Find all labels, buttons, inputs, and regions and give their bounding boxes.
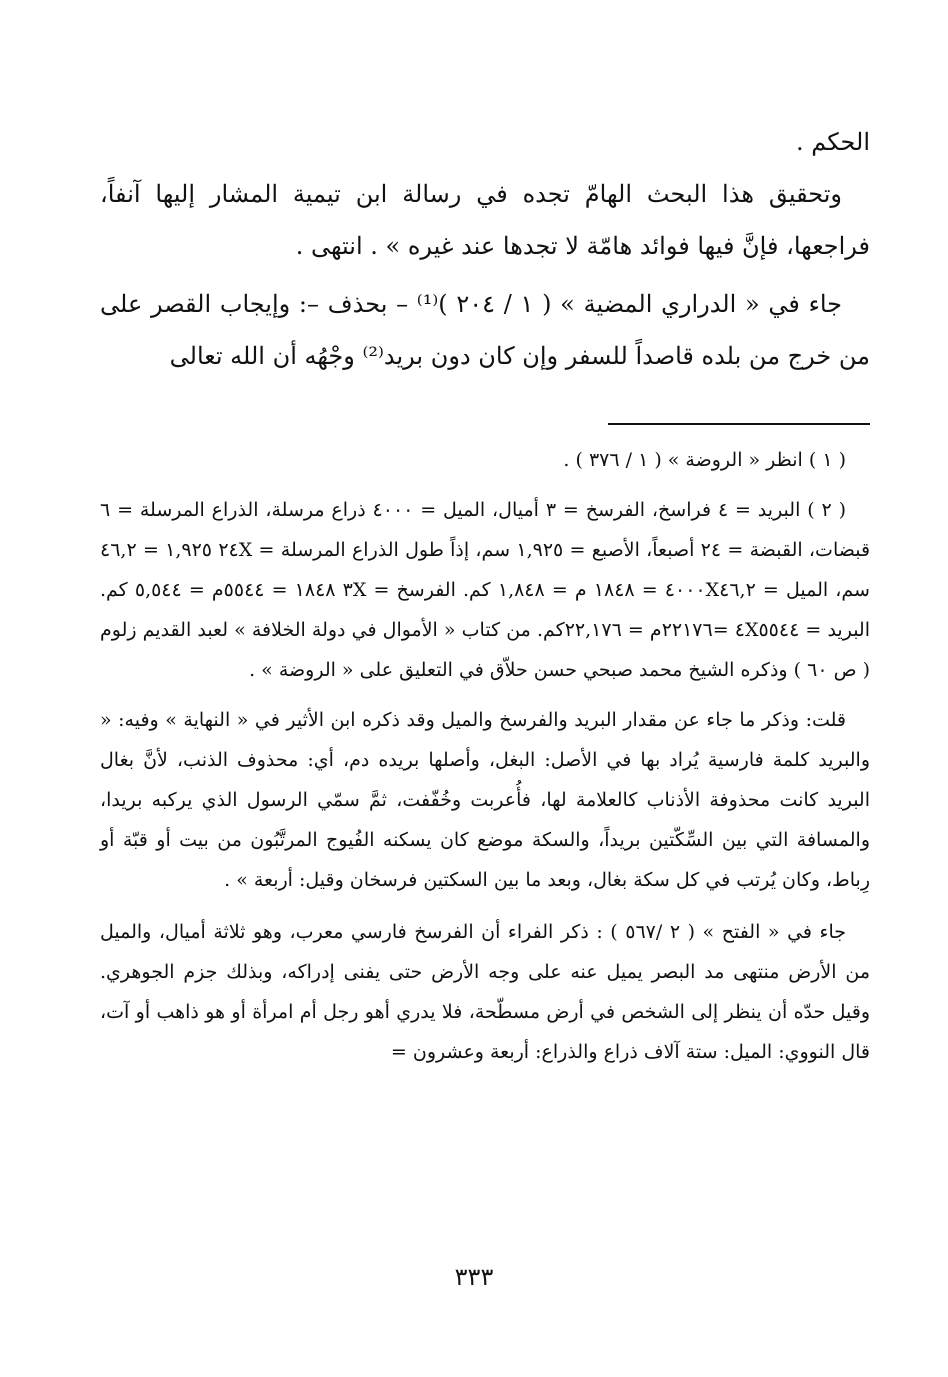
footnote-3: قلت: وذكر ما جاء عن مقدار البريد والفرسخ والميل وقد ذكره ابن الأثير في « النهاية » وفيه: « والبريد كلمة فارسية يُراد بها في الأصل: البغل، وأصلها بريده دم، أي: محذوف الذنب، لأنَّ بغال البريد كانت محذوفة الأذناب كالعلامة لها، فأُعربت وخُفّفت، ثمَّ سمّي الرسول الذي يركبه بريدا، والمسافة التي بين السِّكّتين بريداً، والسكة موضع كان يسكنه الفُيوج المرتَّبُون من بيت أو قبّة أو رِباط، وكان يُرتب في كل سكة بغال، وبعد ما بين السكتين فرسخان وقيل: أربعة » . xyxy=(100,709,870,891)
opening-line: الحكم . xyxy=(796,128,870,156)
main-text-block xyxy=(100,116,870,382)
footnote-1: ( ١ ) انظر « الروضة » ( ١ / ٣٧٦ ) . xyxy=(563,449,846,471)
footnotes-block xyxy=(100,440,870,1072)
paragraph-1: وتحقيق هذا البحث الهامّ تجده في رسالة ابن تيمية المشار إليها آنفاً، فراجعها، فإنَّ فيها فوائد هامّة لا تجدها عند غيره » . انتهى . xyxy=(100,180,870,260)
footnote-divider xyxy=(608,423,870,425)
paragraph-2: جاء في « الدراري المضية » ( ١ / ٢٠٤ )⁽¹⁾ – بحذف –: وإيجاب القصر على من خرج من بلده قاصداً للسفر وإن كان دون بريد⁽²⁾ وجْهُه أن الله تعالى xyxy=(100,290,870,370)
footnote-4: جاء في « الفتح » ( ٢ /٥٦٧ ) : ذكر الفراء أن الفرسخ فارسي معرب، وهو ثلاثة أميال، والميل من الأرض منتهى مد البصر يميل عنه على وجه الأرض حتى يفنى إدراكه، وبذلك جزم الجوهري. وقيل حدّه أن ينظر إلى الشخص في أرض مسطّحة، فلا يدري أهو رجل أم امرأة أو هو ذاهب أو آت، قال النووي: الميل: ستة آلاف ذراع والذراع: أربعة وعشرون = xyxy=(100,921,870,1063)
footnote-2: ( ٢ ) البريد = ٤ فراسخ، الفرسخ = ٣ أميال، الميل = ٤٠٠٠ ذراع مرسلة، الذراع المرسلة = ٦ قبضات، القبضة = ٢٤ أصبعاً، الأصبع = ١,٩٢٥ سم، إذاً طول الذراع المرسلة = ٢٤X ١,٩٢٥ = ٤٦,٢ سم، الميل = ٤٠٠٠X٤٦,٢ = ١٨٤٨ م = ١,٨٤٨ كم. الفرسخ = ٣X ١٨٤٨ = ٥٥٤٤م = ٥,٥٤٤ كم. البريد = ٤X٥٥٤٤ =٢٢١٧٦م = ٢٢,١٧٦كم. من كتاب « الأموال في دولة الخلافة » لعبد القديم زلوم ( ص ٦٠ ) وذكره الشيخ محمد صبحي حسن حلاّق في التعليق على « الروضة » . xyxy=(100,499,871,681)
page-number: ٣٣٣ xyxy=(454,1263,494,1291)
